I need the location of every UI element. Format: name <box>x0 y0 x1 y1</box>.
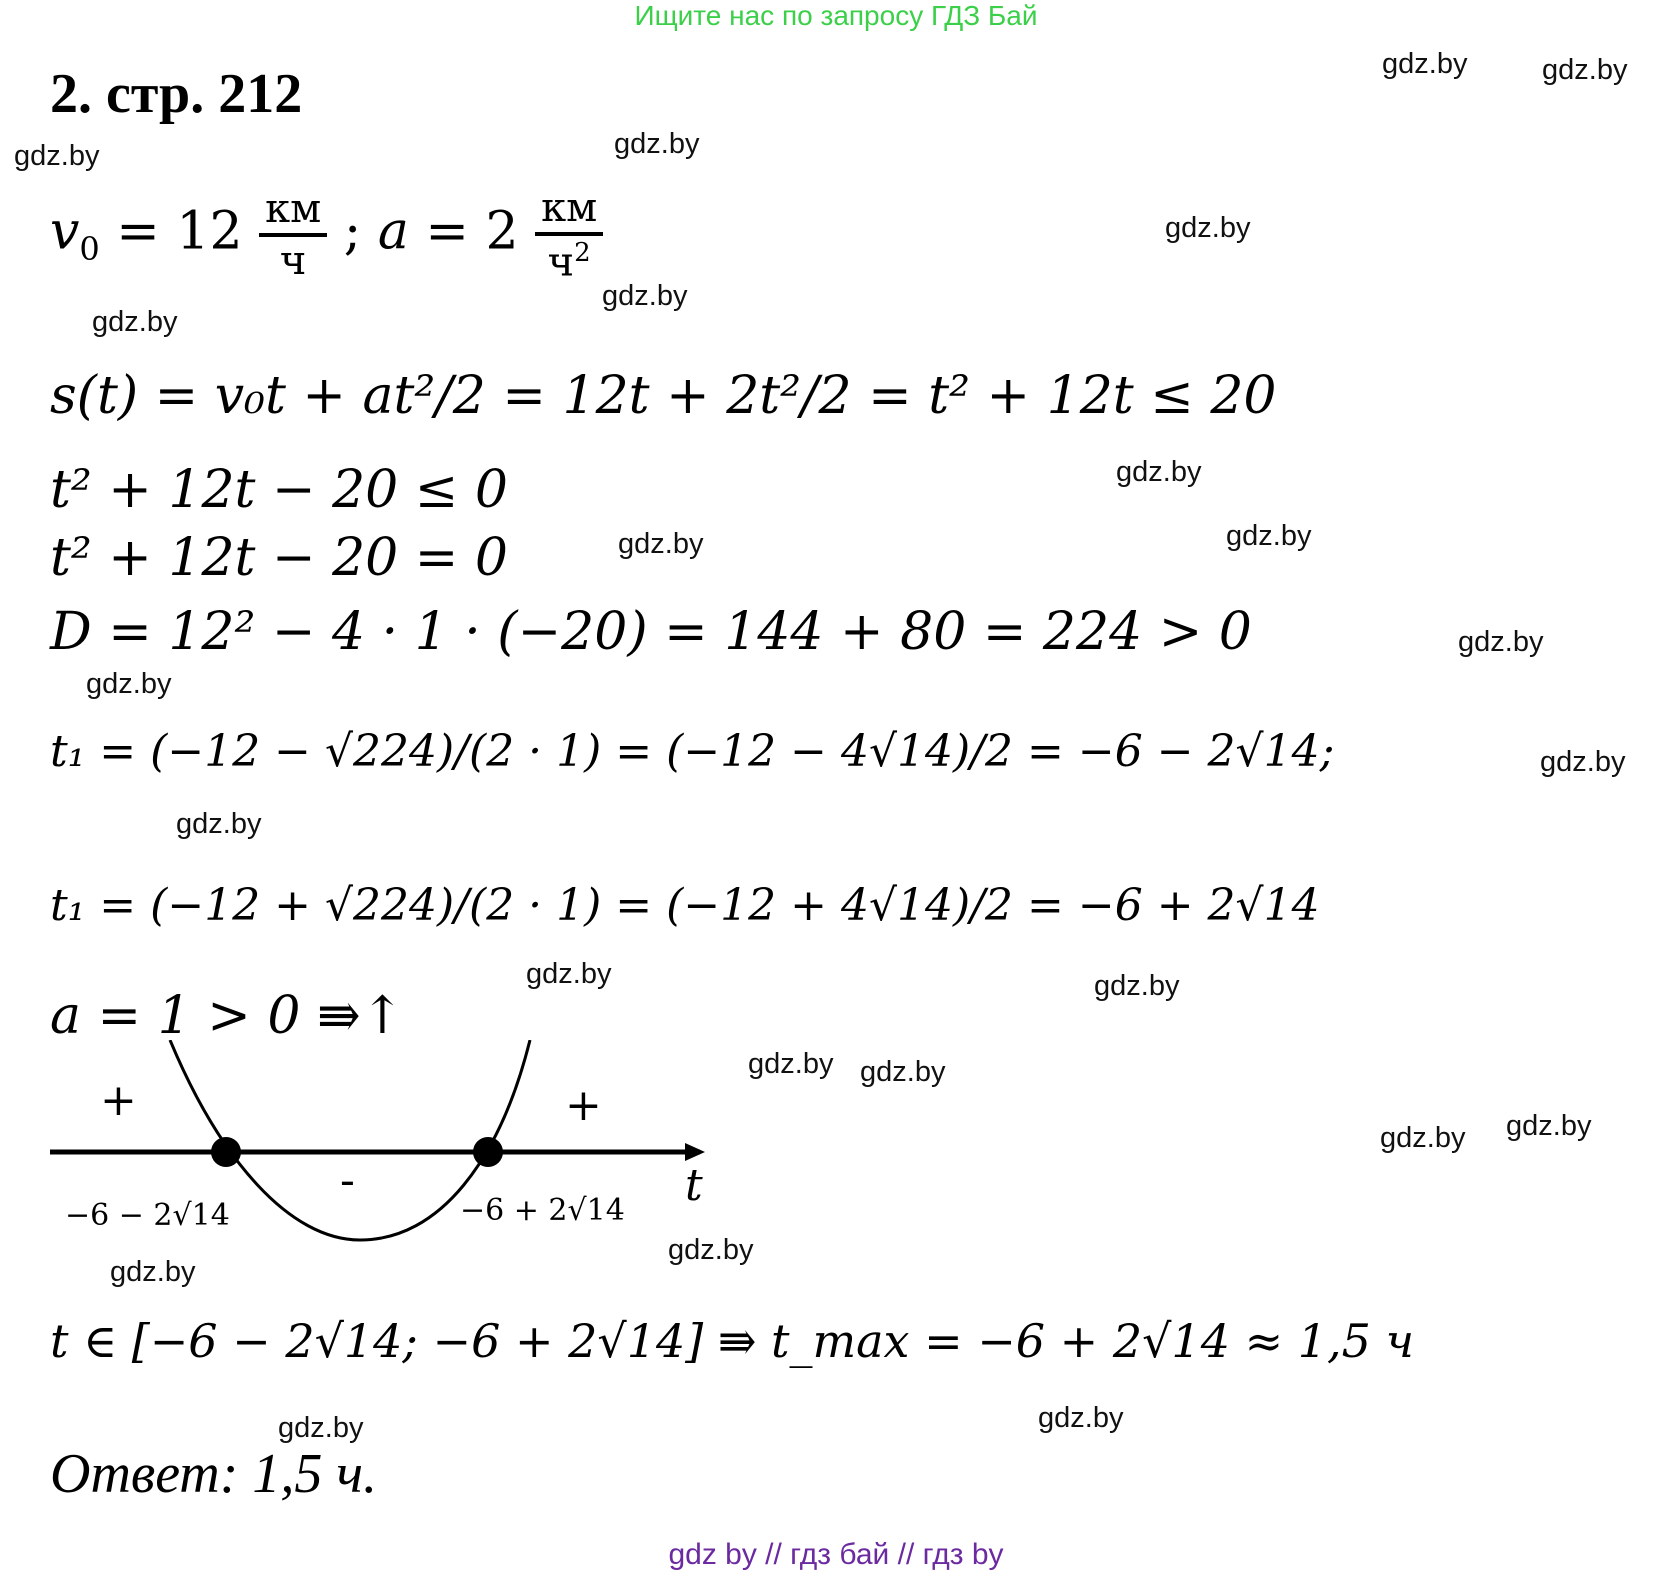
distance-equation: s(t) = v₀t + at²/2 = 12t + 2t²/2 = t² + 12t ≤ 20 <box>50 366 1277 426</box>
sign-minus: - <box>340 1155 355 1206</box>
watermark: gdz.by <box>526 958 612 990</box>
watermark: gdz.by <box>278 1412 364 1444</box>
v0-symbol: v <box>50 201 80 262</box>
speed-unit-den: ч <box>259 233 327 281</box>
watermark: gdz.by <box>110 1256 196 1288</box>
speed-unit-fraction <box>259 186 327 285</box>
watermark: gdz.by <box>1506 1110 1592 1142</box>
task-heading: 2. стр. 212 <box>50 63 303 125</box>
given-line <box>50 185 603 286</box>
accel-unit-den <box>535 232 603 286</box>
top-banner: Ищите нас по запросу ГДЗ Бай <box>634 0 1038 31</box>
sign-diagram <box>40 1040 740 1280</box>
watermark: gdz.by <box>748 1048 834 1080</box>
watermark: gdz.by <box>668 1234 754 1266</box>
a-value: = 2 <box>425 201 519 262</box>
answer-line: Ответ: 1,5 ч. <box>50 1443 378 1505</box>
watermark: gdz.by <box>1116 456 1202 488</box>
watermark: gdz.by <box>92 306 178 338</box>
accel-unit-h: ч <box>547 239 575 286</box>
watermark: gdz.by <box>1542 54 1628 86</box>
accel-unit-exp: 2 <box>574 238 591 268</box>
equation-line: t² + 12t − 20 = 0 <box>50 528 508 588</box>
root-point-left <box>211 1137 241 1167</box>
root1-line: t₁ = (−12 − √224)/(2 · 1) = (−12 − 4√14)/2 = −6 − 2√14; <box>50 726 1335 777</box>
watermark: gdz.by <box>1038 1402 1124 1434</box>
accel-unit-fraction <box>535 185 603 286</box>
sign-plus-right: + <box>565 1080 602 1131</box>
leading-coef-line: a = 1 > 0 ⇛↑ <box>50 986 405 1046</box>
watermark: gdz.by <box>602 280 688 312</box>
axis-arrow-head <box>685 1143 705 1161</box>
root-label-left: −6 − 2√14 <box>65 1198 230 1233</box>
v0-value: = 12 <box>116 201 243 262</box>
watermark: gdz.by <box>860 1056 946 1088</box>
watermark: gdz.by <box>614 128 700 160</box>
watermark: gdz.by <box>1094 970 1180 1002</box>
accel-unit-num: км <box>541 185 598 231</box>
watermark: gdz.by <box>618 528 704 560</box>
watermark: gdz.by <box>14 140 100 172</box>
watermark: gdz.by <box>1458 626 1544 658</box>
watermark: gdz.by <box>1540 746 1626 778</box>
footer-links: gdz by // гдз бай // гдз by <box>668 1538 1004 1571</box>
watermark: gdz.by <box>1226 520 1312 552</box>
speed-unit-num: км <box>265 186 322 233</box>
root-point-right <box>473 1137 503 1167</box>
axis-variable: t <box>685 1160 703 1211</box>
a-symbol: a <box>377 201 409 262</box>
inequality-line: t² + 12t − 20 ≤ 0 <box>50 460 508 520</box>
given-separator: ; <box>343 201 362 262</box>
watermark: gdz.by <box>86 668 172 700</box>
result-line: t ∈ [−6 − 2√14; −6 + 2√14] ⇛ t_max = −6 + 2√14 ≈ 1,5 ч <box>50 1314 1415 1368</box>
sign-plus-left: + <box>100 1075 137 1126</box>
watermark: gdz.by <box>176 808 262 840</box>
root-label-right: −6 + 2√14 <box>460 1193 625 1228</box>
watermark: gdz.by <box>1382 48 1468 80</box>
discriminant-line: D = 12² − 4 · 1 · (−20) = 144 + 80 = 224 > 0 <box>50 602 1252 662</box>
v0-subscript: 0 <box>79 230 100 269</box>
watermark: gdz.by <box>1380 1122 1466 1154</box>
watermark: gdz.by <box>1165 212 1251 244</box>
root2-line: t₁ = (−12 + √224)/(2 · 1) = (−12 + 4√14)/2 = −6 + 2√14 <box>50 880 1320 931</box>
